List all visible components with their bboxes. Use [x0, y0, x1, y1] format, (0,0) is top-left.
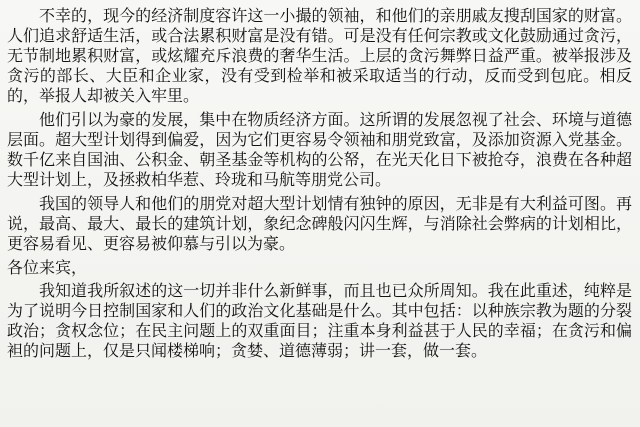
paragraph-3: 我国的领导人和他们的朋党对超大型计划情有独钟的原因，无非是有大利益可图。再说，最高、最大、最长的建筑计划，象纪念碑般闪闪生辉，与消除社会弊病的计划相比，更容易看见、更容易被仰慕与引以为豪。 — [7, 194, 632, 253]
salutation: 各位来宾， — [7, 258, 88, 277]
paragraph-4: 我知道我所叙述的这一切并非什么新鲜事，而且也已众所周知。我在此重述，纯粹是为了说明今日控制国家和人们的政治文化基础是什么。其中包括：以种族宗教为题的分裂政治；贪权念位；在民主问题上的双重面目；注重本身利益甚于人民的幸福；在贪污和偏袒的问题上，仅是只闻楼梯响；贪婪、道德薄弱；讲一套，做一套。 — [7, 281, 632, 360]
paragraph-2: 他们引以为豪的发展，集中在物质经济方面。这所谓的发展忽视了社会、环境与道德层面。超大型计划得到偏爱，因为它们更容易令领袖和朋党致富，及添加资源入党基金。数千亿来自国油、公积金、朝圣基金等机构的公帑，在光天化日下被抢夺，浪费在各种超大型计划上，及拯救柏华惹、玲珑和马航等朋党公司。 — [7, 110, 632, 189]
paragraph-1: 不幸的，现今的经济制度容许这一小撮的领袖，和他们的亲朋戚友搜刮国家的财富。人们追求舒适生活，或合法累积财富是没有错。可是没有任何宗教或文化鼓励通过贪污，无节制地累积财富，或炫耀充斥浪费的奢华生活。上层的贪污舞弊日益严重。被举报涉及贪污的部长、大臣和企业家，没有受到检举和被采取适当的行动，反而受到包庇。相反的，举报人却被关入牢里。 — [7, 6, 632, 105]
